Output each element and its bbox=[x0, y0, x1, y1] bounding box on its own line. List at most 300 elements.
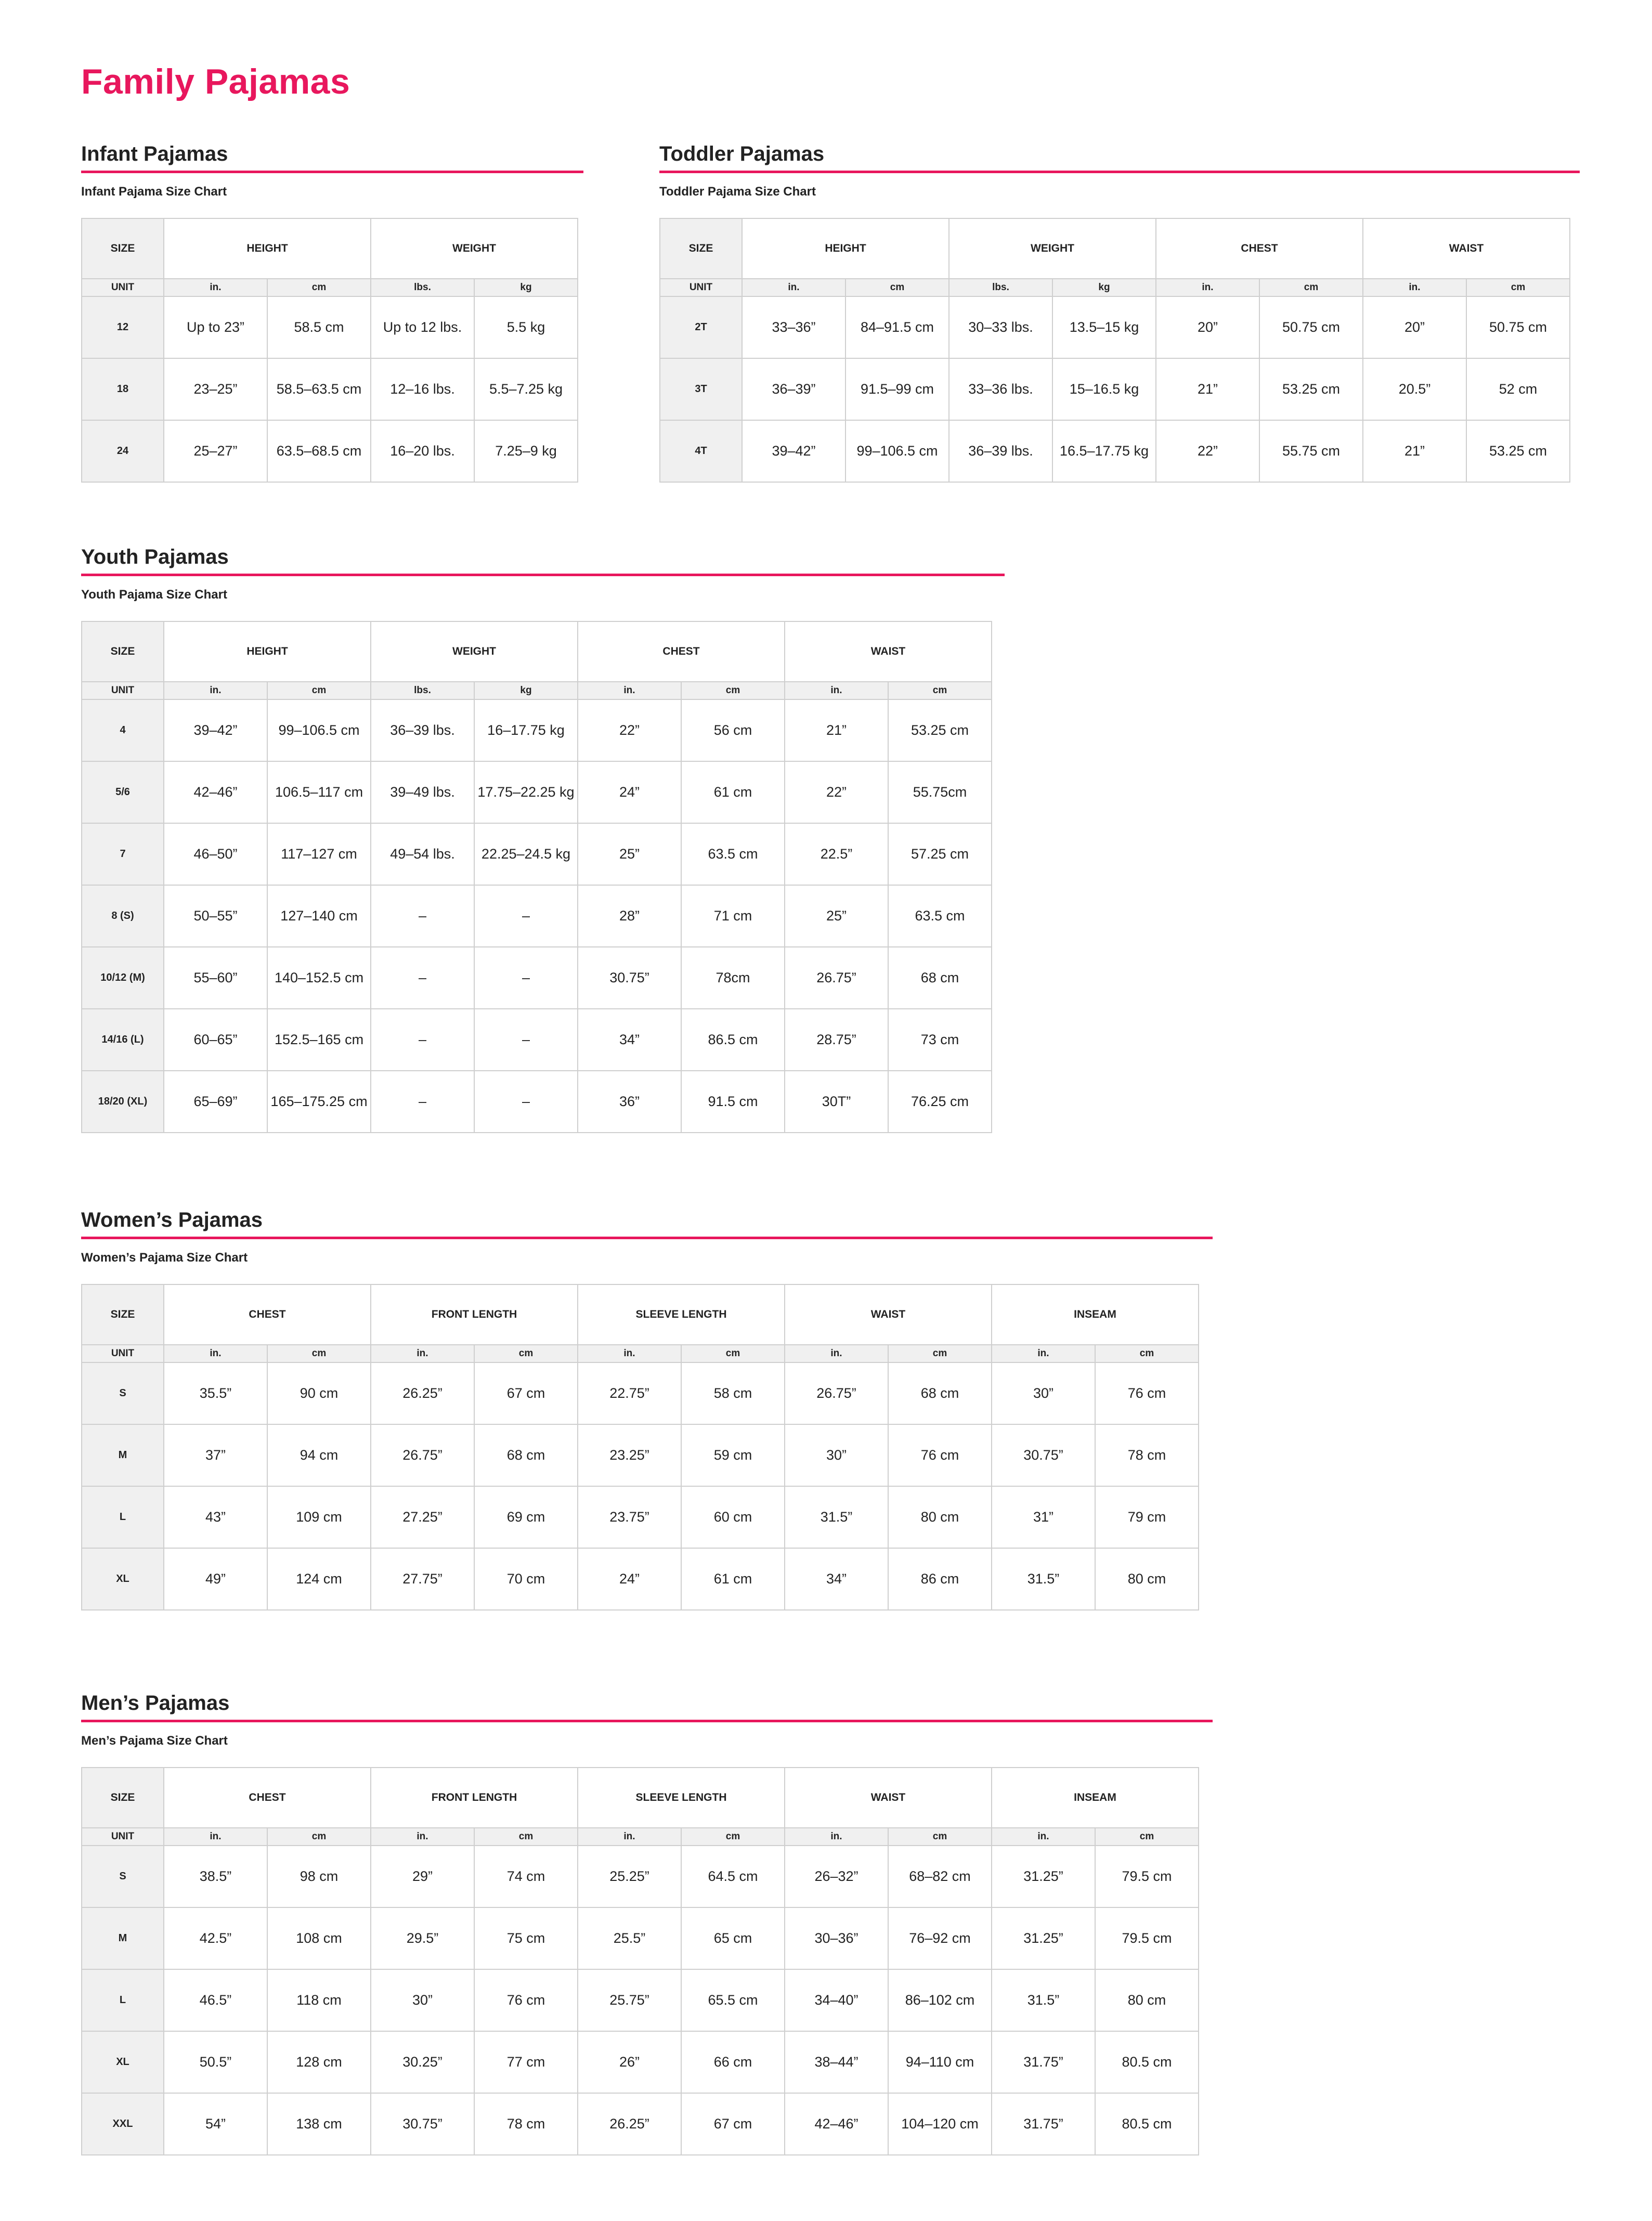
size-table bbox=[81, 218, 583, 483]
size-table bbox=[659, 218, 1580, 483]
value-cell: 24” bbox=[578, 1548, 681, 1610]
value-cell: – bbox=[474, 885, 578, 947]
value-cell: 26–32” bbox=[785, 1846, 888, 1907]
value-cell: 5.5 kg bbox=[474, 296, 578, 358]
value-cell: 30–36” bbox=[785, 1907, 888, 1969]
table-row bbox=[660, 296, 1570, 358]
size-table bbox=[81, 1767, 1213, 2155]
size-cell: S bbox=[82, 1362, 164, 1424]
value-cell: 94–110 cm bbox=[888, 2031, 992, 2093]
size-cell: 5/6 bbox=[82, 761, 164, 823]
value-cell: 76 cm bbox=[1095, 1362, 1199, 1424]
value-cell: 22” bbox=[1156, 420, 1259, 482]
unit-cell: kg bbox=[1052, 279, 1156, 296]
value-cell: 63.5 cm bbox=[681, 823, 785, 885]
value-cell: – bbox=[371, 1009, 474, 1071]
value-cell: 124 cm bbox=[267, 1548, 371, 1610]
value-cell: 50.75 cm bbox=[1466, 296, 1570, 358]
size-header: SIZE bbox=[82, 218, 164, 279]
value-cell: 52 cm bbox=[1466, 358, 1570, 420]
group-header: WEIGHT bbox=[371, 218, 578, 279]
value-cell: 29” bbox=[371, 1846, 474, 1907]
size-cell: XL bbox=[82, 1548, 164, 1610]
value-cell: 53.25 cm bbox=[888, 699, 992, 761]
section-subtitle: Men’s Pajama Size Chart bbox=[81, 1734, 228, 1748]
unit-cell: in. bbox=[578, 682, 681, 699]
group-header: FRONT LENGTH bbox=[371, 1768, 578, 1828]
value-cell: 30.75” bbox=[371, 2093, 474, 2155]
value-cell: 23.75” bbox=[578, 1486, 681, 1548]
value-cell: 78 cm bbox=[1095, 1424, 1199, 1486]
value-cell: 22.25–24.5 kg bbox=[474, 823, 578, 885]
value-cell: 78cm bbox=[681, 947, 785, 1009]
value-cell: 16.5–17.75 kg bbox=[1052, 420, 1156, 482]
size-cell: 4T bbox=[660, 420, 742, 482]
value-cell: 86.5 cm bbox=[681, 1009, 785, 1071]
group-header: WAIST bbox=[1363, 218, 1570, 279]
value-cell: 7.25–9 kg bbox=[474, 420, 578, 482]
value-cell: 35.5” bbox=[164, 1362, 267, 1424]
value-cell: 66 cm bbox=[681, 2031, 785, 2093]
value-cell: 34–40” bbox=[785, 1969, 888, 2031]
value-cell: 63.5–68.5 cm bbox=[267, 420, 371, 482]
table-row bbox=[82, 2031, 1199, 2093]
size-table bbox=[81, 621, 1005, 1133]
value-cell: 94 cm bbox=[267, 1424, 371, 1486]
value-cell: 67 cm bbox=[681, 2093, 785, 2155]
value-cell: 39–42” bbox=[742, 420, 845, 482]
unit-cell: lbs. bbox=[371, 682, 474, 699]
size-table bbox=[81, 1284, 1213, 1610]
value-cell: 59 cm bbox=[681, 1424, 785, 1486]
men-size-table bbox=[81, 1767, 1199, 2155]
value-cell: 16–17.75 kg bbox=[474, 699, 578, 761]
women-section bbox=[81, 1205, 1213, 1610]
group-header: WAIST bbox=[785, 1768, 992, 1828]
value-cell: 31.25” bbox=[992, 1907, 1095, 1969]
table-row bbox=[82, 1846, 1199, 1907]
section-subtitle: Women’s Pajama Size Chart bbox=[81, 1251, 248, 1265]
value-cell: 68–82 cm bbox=[888, 1846, 992, 1907]
section-title: Youth Pajamas bbox=[81, 545, 229, 568]
group-header: INSEAM bbox=[992, 1284, 1199, 1345]
toddler-size-table bbox=[659, 218, 1570, 483]
value-cell: 22” bbox=[578, 699, 681, 761]
infant-section bbox=[81, 139, 583, 483]
value-cell: 29.5” bbox=[371, 1907, 474, 1969]
value-cell: 28” bbox=[578, 885, 681, 947]
value-cell: 50–55” bbox=[164, 885, 267, 947]
value-cell: 16–20 lbs. bbox=[371, 420, 474, 482]
unit-header: UNIT bbox=[82, 1345, 164, 1362]
unit-cell: cm bbox=[681, 1345, 785, 1362]
value-cell: 165–175.25 cm bbox=[267, 1071, 371, 1133]
value-cell: 109 cm bbox=[267, 1486, 371, 1548]
value-cell: 21” bbox=[1363, 420, 1466, 482]
size-cell: 2T bbox=[660, 296, 742, 358]
value-cell: 42.5” bbox=[164, 1907, 267, 1969]
value-cell: 77 cm bbox=[474, 2031, 578, 2093]
value-cell: 54” bbox=[164, 2093, 267, 2155]
value-cell: 22.5” bbox=[785, 823, 888, 885]
value-cell: 30” bbox=[371, 1969, 474, 2031]
value-cell: 86 cm bbox=[888, 1548, 992, 1610]
value-cell: 39–49 lbs. bbox=[371, 761, 474, 823]
value-cell: 118 cm bbox=[267, 1969, 371, 2031]
value-cell: 140–152.5 cm bbox=[267, 947, 371, 1009]
size-header: SIZE bbox=[82, 621, 164, 682]
value-cell: 152.5–165 cm bbox=[267, 1009, 371, 1071]
table-row bbox=[82, 420, 578, 482]
value-cell: 117–127 cm bbox=[267, 823, 371, 885]
value-cell: 58.5 cm bbox=[267, 296, 371, 358]
value-cell: 39–42” bbox=[164, 699, 267, 761]
value-cell: 30” bbox=[992, 1362, 1095, 1424]
unit-row bbox=[82, 279, 578, 296]
size-cell: 4 bbox=[82, 699, 164, 761]
size-cell: 8 (S) bbox=[82, 885, 164, 947]
unit-cell: in. bbox=[785, 1828, 888, 1846]
group-header: WEIGHT bbox=[949, 218, 1156, 279]
value-cell: 104–120 cm bbox=[888, 2093, 992, 2155]
value-cell: 38.5” bbox=[164, 1846, 267, 1907]
value-cell: 26.75” bbox=[371, 1424, 474, 1486]
size-cell: 3T bbox=[660, 358, 742, 420]
table-row bbox=[82, 296, 578, 358]
value-cell: 24” bbox=[578, 761, 681, 823]
size-cell: M bbox=[82, 1424, 164, 1486]
value-cell: 46–50” bbox=[164, 823, 267, 885]
value-cell: 80 cm bbox=[888, 1486, 992, 1548]
value-cell: 36–39 lbs. bbox=[371, 699, 474, 761]
value-cell: – bbox=[371, 885, 474, 947]
table-row bbox=[82, 1969, 1199, 2031]
value-cell: 64.5 cm bbox=[681, 1846, 785, 1907]
value-cell: – bbox=[474, 1009, 578, 1071]
value-cell: 74 cm bbox=[474, 1846, 578, 1907]
section-subtitle: Youth Pajama Size Chart bbox=[81, 588, 227, 602]
value-cell: 49–54 lbs. bbox=[371, 823, 474, 885]
unit-cell: cm bbox=[1466, 279, 1570, 296]
value-cell: 79.5 cm bbox=[1095, 1907, 1199, 1969]
toddler-section bbox=[659, 139, 1580, 483]
value-cell: 57.25 cm bbox=[888, 823, 992, 885]
unit-header: UNIT bbox=[660, 279, 742, 296]
value-cell: 36” bbox=[578, 1071, 681, 1133]
header-row bbox=[82, 218, 578, 279]
value-cell: 30.25” bbox=[371, 2031, 474, 2093]
group-header: HEIGHT bbox=[742, 218, 949, 279]
section-title: Men’s Pajamas bbox=[81, 1692, 230, 1715]
table-row bbox=[82, 1424, 1199, 1486]
size-cell: 18 bbox=[82, 358, 164, 420]
unit-row bbox=[660, 279, 1570, 296]
value-cell: 31” bbox=[992, 1486, 1095, 1548]
value-cell: 68 cm bbox=[888, 1362, 992, 1424]
table-row bbox=[82, 1486, 1199, 1548]
value-cell: 90 cm bbox=[267, 1362, 371, 1424]
value-cell: 55.75 cm bbox=[1259, 420, 1363, 482]
value-cell: 80.5 cm bbox=[1095, 2031, 1199, 2093]
value-cell: 27.25” bbox=[371, 1486, 474, 1548]
value-cell: 22.75” bbox=[578, 1362, 681, 1424]
value-cell: 75 cm bbox=[474, 1907, 578, 1969]
value-cell: 60–65” bbox=[164, 1009, 267, 1071]
value-cell: 76 cm bbox=[888, 1424, 992, 1486]
size-cell: S bbox=[82, 1846, 164, 1907]
section-title: Infant Pajamas bbox=[81, 142, 228, 165]
unit-cell: in. bbox=[578, 1345, 681, 1362]
value-cell: 33–36 lbs. bbox=[949, 358, 1052, 420]
value-cell: 31.75” bbox=[992, 2031, 1095, 2093]
value-cell: 58 cm bbox=[681, 1362, 785, 1424]
group-header: CHEST bbox=[164, 1768, 371, 1828]
value-cell: 25.75” bbox=[578, 1969, 681, 2031]
size-cell: 18/20 (XL) bbox=[82, 1071, 164, 1133]
section-divider bbox=[81, 171, 583, 173]
value-cell: 25.5” bbox=[578, 1907, 681, 1969]
value-cell: 43” bbox=[164, 1486, 267, 1548]
size-header: SIZE bbox=[82, 1768, 164, 1828]
table-row bbox=[82, 823, 992, 885]
table-row bbox=[660, 420, 1570, 482]
men-section bbox=[81, 1689, 1213, 2155]
unit-cell: cm bbox=[888, 682, 992, 699]
unit-cell: lbs. bbox=[949, 279, 1052, 296]
group-header: CHEST bbox=[1156, 218, 1363, 279]
unit-cell: cm bbox=[681, 682, 785, 699]
section-divider bbox=[81, 1237, 1213, 1239]
value-cell: 79 cm bbox=[1095, 1486, 1199, 1548]
table-row bbox=[82, 1548, 1199, 1610]
unit-cell: in. bbox=[742, 279, 845, 296]
value-cell: 36–39 lbs. bbox=[949, 420, 1052, 482]
value-cell: 20.5” bbox=[1363, 358, 1466, 420]
value-cell: 67 cm bbox=[474, 1362, 578, 1424]
value-cell: 37” bbox=[164, 1424, 267, 1486]
value-cell: 23–25” bbox=[164, 358, 267, 420]
value-cell: 76.25 cm bbox=[888, 1071, 992, 1133]
size-cell: XL bbox=[82, 2031, 164, 2093]
unit-cell: in. bbox=[164, 682, 267, 699]
value-cell: 15–16.5 kg bbox=[1052, 358, 1156, 420]
value-cell: 55.75cm bbox=[888, 761, 992, 823]
value-cell: 63.5 cm bbox=[888, 885, 992, 947]
size-cell: XXL bbox=[82, 2093, 164, 2155]
value-cell: 26.75” bbox=[785, 1362, 888, 1424]
unit-cell: cm bbox=[1095, 1345, 1199, 1362]
value-cell: 86–102 cm bbox=[888, 1969, 992, 2031]
value-cell: 31.75” bbox=[992, 2093, 1095, 2155]
unit-cell: cm bbox=[267, 279, 371, 296]
value-cell: 76 cm bbox=[474, 1969, 578, 2031]
unit-cell: in. bbox=[1363, 279, 1466, 296]
value-cell: 5.5–7.25 kg bbox=[474, 358, 578, 420]
unit-row bbox=[82, 1345, 1199, 1362]
unit-header: UNIT bbox=[82, 1828, 164, 1846]
table-row bbox=[82, 358, 578, 420]
size-header: SIZE bbox=[82, 1284, 164, 1345]
value-cell: 34” bbox=[578, 1009, 681, 1071]
value-cell: 61 cm bbox=[681, 1548, 785, 1610]
value-cell: 26.25” bbox=[578, 2093, 681, 2155]
section-divider bbox=[81, 574, 1005, 576]
section-title: Women’s Pajamas bbox=[81, 1209, 263, 1231]
value-cell: 84–91.5 cm bbox=[845, 296, 949, 358]
value-cell: 46.5” bbox=[164, 1969, 267, 2031]
unit-cell: in. bbox=[371, 1345, 474, 1362]
value-cell: 50.75 cm bbox=[1259, 296, 1363, 358]
size-cell: M bbox=[82, 1907, 164, 1969]
size-cell: L bbox=[82, 1969, 164, 2031]
table-row bbox=[82, 1362, 1199, 1424]
value-cell: 65.5 cm bbox=[681, 1969, 785, 2031]
unit-cell: in. bbox=[992, 1345, 1095, 1362]
page-title: Family Pajamas bbox=[81, 62, 350, 101]
value-cell: 127–140 cm bbox=[267, 885, 371, 947]
value-cell: 99–106.5 cm bbox=[267, 699, 371, 761]
value-cell: 108 cm bbox=[267, 1907, 371, 1969]
value-cell: 106.5–117 cm bbox=[267, 761, 371, 823]
unit-cell: in. bbox=[164, 1345, 267, 1362]
value-cell: 71 cm bbox=[681, 885, 785, 947]
value-cell: Up to 23” bbox=[164, 296, 267, 358]
value-cell: 26.25” bbox=[371, 1362, 474, 1424]
value-cell: 70 cm bbox=[474, 1548, 578, 1610]
table-row bbox=[82, 1009, 992, 1071]
group-header: SLEEVE LENGTH bbox=[578, 1768, 785, 1828]
section-subtitle: Infant Pajama Size Chart bbox=[81, 185, 227, 199]
table-row bbox=[660, 358, 1570, 420]
value-cell: 76–92 cm bbox=[888, 1907, 992, 1969]
unit-cell: in. bbox=[992, 1828, 1095, 1846]
value-cell: 38–44” bbox=[785, 2031, 888, 2093]
value-cell: – bbox=[371, 947, 474, 1009]
value-cell: Up to 12 lbs. bbox=[371, 296, 474, 358]
size-cell: 14/16 (L) bbox=[82, 1009, 164, 1071]
unit-cell: in. bbox=[785, 1345, 888, 1362]
unit-row bbox=[82, 682, 992, 699]
unit-cell: cm bbox=[267, 1345, 371, 1362]
value-cell: 28.75” bbox=[785, 1009, 888, 1071]
value-cell: 53.25 cm bbox=[1466, 420, 1570, 482]
unit-cell: in. bbox=[785, 682, 888, 699]
unit-cell: cm bbox=[1259, 279, 1363, 296]
value-cell: 50.5” bbox=[164, 2031, 267, 2093]
value-cell: 30–33 lbs. bbox=[949, 296, 1052, 358]
value-cell: 91.5 cm bbox=[681, 1071, 785, 1133]
table-row bbox=[82, 761, 992, 823]
header-row bbox=[660, 218, 1570, 279]
value-cell: 49” bbox=[164, 1548, 267, 1610]
value-cell: 42–46” bbox=[785, 2093, 888, 2155]
value-cell: 60 cm bbox=[681, 1486, 785, 1548]
value-cell: 25.25” bbox=[578, 1846, 681, 1907]
group-header: WAIST bbox=[785, 1284, 992, 1345]
youth-size-table bbox=[81, 621, 992, 1133]
unit-cell: lbs. bbox=[371, 279, 474, 296]
section-title: Toddler Pajamas bbox=[659, 142, 825, 165]
value-cell: 69 cm bbox=[474, 1486, 578, 1548]
value-cell: 20” bbox=[1363, 296, 1466, 358]
header-row bbox=[82, 621, 992, 682]
unit-cell: cm bbox=[845, 279, 949, 296]
value-cell: 31.25” bbox=[992, 1846, 1095, 1907]
value-cell: 13.5–15 kg bbox=[1052, 296, 1156, 358]
value-cell: 98 cm bbox=[267, 1846, 371, 1907]
value-cell: 30.75” bbox=[578, 947, 681, 1009]
table-row bbox=[82, 699, 992, 761]
value-cell: 31.5” bbox=[785, 1486, 888, 1548]
unit-cell: in. bbox=[1156, 279, 1259, 296]
group-header: SLEEVE LENGTH bbox=[578, 1284, 785, 1345]
value-cell: 138 cm bbox=[267, 2093, 371, 2155]
value-cell: 68 cm bbox=[888, 947, 992, 1009]
value-cell: – bbox=[474, 947, 578, 1009]
table-row bbox=[82, 885, 992, 947]
group-header: FRONT LENGTH bbox=[371, 1284, 578, 1345]
unit-cell: cm bbox=[474, 1345, 578, 1362]
value-cell: 80 cm bbox=[1095, 1548, 1199, 1610]
unit-cell: cm bbox=[1095, 1828, 1199, 1846]
unit-row bbox=[82, 1828, 1199, 1846]
value-cell: – bbox=[474, 1071, 578, 1133]
unit-header: UNIT bbox=[82, 279, 164, 296]
value-cell: 30” bbox=[785, 1424, 888, 1486]
value-cell: 31.5” bbox=[992, 1969, 1095, 2031]
value-cell: 17.75–22.25 kg bbox=[474, 761, 578, 823]
value-cell: 80 cm bbox=[1095, 1969, 1199, 2031]
unit-cell: in. bbox=[578, 1828, 681, 1846]
size-header: SIZE bbox=[660, 218, 742, 279]
unit-cell: kg bbox=[474, 279, 578, 296]
infant-size-table bbox=[81, 218, 578, 483]
value-cell: 78 cm bbox=[474, 2093, 578, 2155]
value-cell: 128 cm bbox=[267, 2031, 371, 2093]
unit-cell: cm bbox=[681, 1828, 785, 1846]
table-row bbox=[82, 1907, 1199, 1969]
value-cell: 56 cm bbox=[681, 699, 785, 761]
value-cell: 58.5–63.5 cm bbox=[267, 358, 371, 420]
table-row bbox=[82, 1071, 992, 1133]
unit-cell: kg bbox=[474, 682, 578, 699]
unit-cell: cm bbox=[267, 1828, 371, 1846]
value-cell: 42–46” bbox=[164, 761, 267, 823]
size-cell: 7 bbox=[82, 823, 164, 885]
unit-cell: in. bbox=[371, 1828, 474, 1846]
group-header: WEIGHT bbox=[371, 621, 578, 682]
value-cell: 21” bbox=[785, 699, 888, 761]
section-divider bbox=[81, 1720, 1213, 1722]
group-header: CHEST bbox=[578, 621, 785, 682]
value-cell: 27.75” bbox=[371, 1548, 474, 1610]
group-header: HEIGHT bbox=[164, 218, 371, 279]
value-cell: 21” bbox=[1156, 358, 1259, 420]
value-cell: 25–27” bbox=[164, 420, 267, 482]
header-row bbox=[82, 1284, 1199, 1345]
size-cell: L bbox=[82, 1486, 164, 1548]
value-cell: 36–39” bbox=[742, 358, 845, 420]
value-cell: 20” bbox=[1156, 296, 1259, 358]
value-cell: 99–106.5 cm bbox=[845, 420, 949, 482]
unit-cell: cm bbox=[267, 682, 371, 699]
value-cell: 79.5 cm bbox=[1095, 1846, 1199, 1907]
value-cell: 73 cm bbox=[888, 1009, 992, 1071]
value-cell: 65–69” bbox=[164, 1071, 267, 1133]
value-cell: 80.5 cm bbox=[1095, 2093, 1199, 2155]
section-divider bbox=[659, 171, 1580, 173]
group-header: HEIGHT bbox=[164, 621, 371, 682]
